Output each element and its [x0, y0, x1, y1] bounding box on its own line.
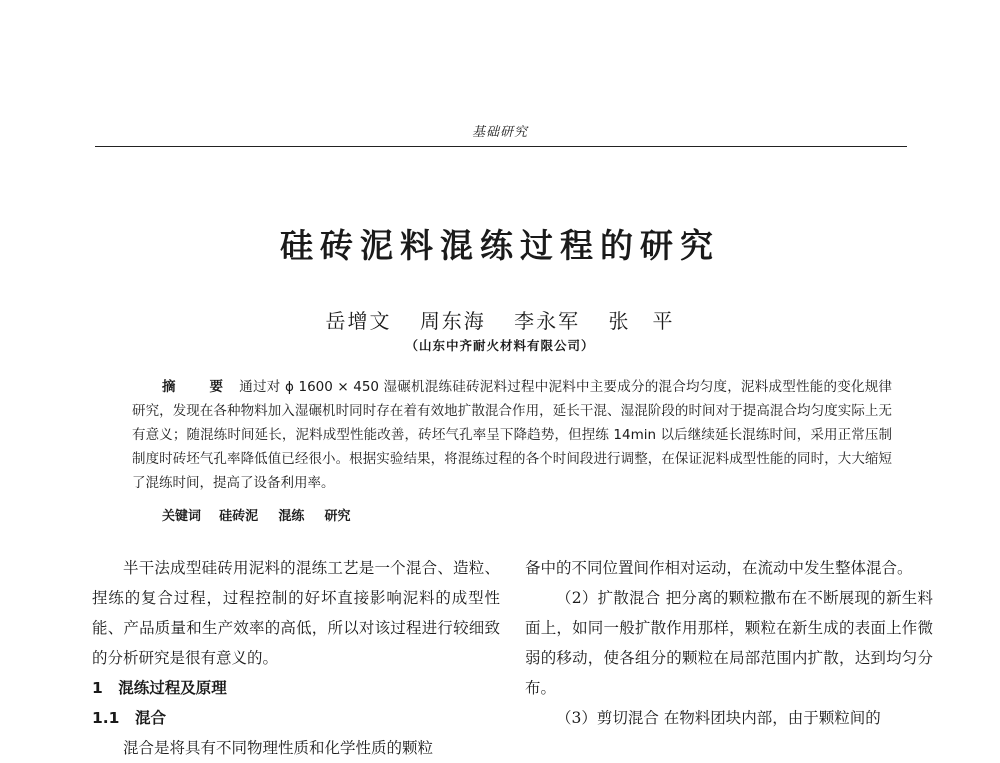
- author: 张 平: [608, 309, 675, 333]
- author-list: [0, 305, 1000, 334]
- keywords: [162, 505, 366, 524]
- intro-paragraph: 半干法成型硅砖用泥料的混练工艺是一个混合、造粒、捏练的复合过程，过程控制的好坏直接影响泥料的成型性能、产品质量和生产效率的高低，所以对该过程进行较细致的分析研究是很有意义的。: [92, 559, 500, 667]
- header-rule: [95, 146, 907, 147]
- keyword: 混练: [278, 509, 305, 524]
- author: 李永军: [514, 309, 581, 333]
- abstract-text: 通过对 ϕ 1600 × 450 湿碾机混练硅砖泥料过程中泥料中主要成分的混合均匀度，泥料成型性能的变化规律研究，发现在各种物料加入湿碾机时同时存在着有效地扩散混合作用，延长干混、湿混阶段的时间对于提高混合均匀度实际上无有意义；随混练时间延长，泥料成型性能改善，砖坯气孔率呈下降趋势，但捏练 14min 以后继续延长混练时间，采用正常压制制度时砖坯气孔率降低值已经很小。根据实验结果，将混练过程的各个时间段进行调整，在保证泥料成型性能的同时，大大缩短了混练时间，提高了设备利用率。: [132, 379, 893, 491]
- body-paragraph: （2）扩散混合 把分离的颗粒撒布在不断展现的新生料面上，如同一般扩散作用那样，颗粒在新生成的表面上作微弱的移动，使各组分的颗粒在局部范围内扩散，达到均匀分布。: [525, 589, 933, 697]
- body-paragraph: （3）剪切混合 在物料团块内部，由于颗粒间的: [556, 709, 881, 727]
- body-paragraph: 混合是将具有不同物理性质和化学性质的颗粒: [123, 739, 434, 757]
- keyword: 硅砖泥: [219, 509, 259, 524]
- keyword: 研究: [324, 509, 351, 524]
- body-paragraph: 备中的不同位置间作相对运动，在流动中发生整体混合。: [525, 559, 913, 577]
- subsection-heading: 1.1 混合: [92, 709, 166, 727]
- author: 岳增文: [325, 309, 392, 333]
- keywords-label: 关键词: [162, 509, 202, 524]
- affiliation: （山东中齐耐火材料有限公司）: [405, 338, 595, 353]
- paper-title: 硅砖泥料混练过程的研究: [280, 226, 720, 265]
- section-heading: 1 混练过程及原理: [92, 679, 227, 697]
- abstract-body: [132, 375, 892, 495]
- body-column-left: [92, 553, 500, 763]
- abstract: [132, 375, 892, 495]
- abstract-label: 摘 要: [162, 379, 234, 395]
- author: 周东海: [419, 309, 486, 333]
- body-column-right: [525, 553, 933, 733]
- running-header: 基础研究: [471, 125, 528, 140]
